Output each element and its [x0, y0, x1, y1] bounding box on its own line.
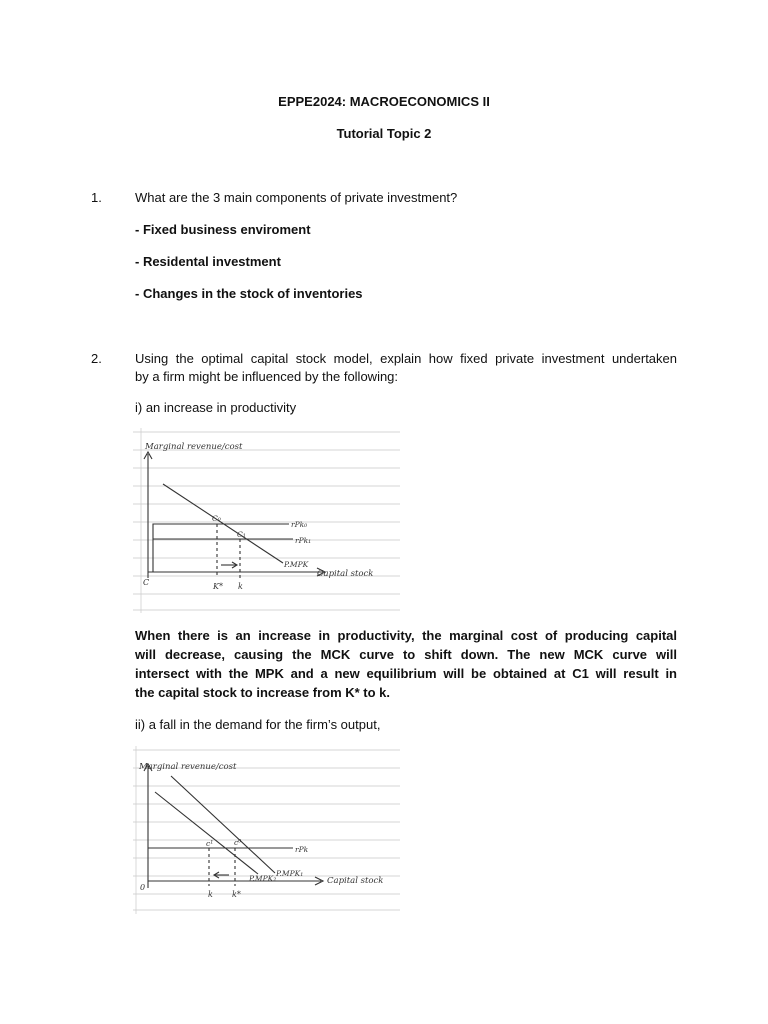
question-2-number: 2. — [91, 351, 102, 366]
answer-line: When there is an increase in productivity, the marginal cost of producing capital — [135, 628, 677, 643]
k-label: k — [238, 582, 243, 591]
point-label-1: C₁ — [237, 530, 246, 539]
x-axis-label: Capital stock — [327, 876, 384, 886]
answer-line: will decrease, causing the MCK curve to shift down. The new MCK curve will — [135, 647, 677, 662]
answer-line: intersect with the MPK and a new equilibrium will be obtained at C1 will result in — [135, 666, 677, 681]
cost-label-1: rPk₁ — [295, 536, 312, 545]
demand-sketch — [133, 746, 400, 914]
question-1-text: What are the 3 main components of private investment? — [135, 190, 458, 205]
y-axis-label: Marginal revenue/cost — [139, 762, 237, 772]
point-label-0: C₀ — [212, 514, 221, 523]
point-label-1: c¹ — [206, 839, 214, 848]
question-2-line: Using the optimal capital stock model, explain how fixed private investment undertaken — [135, 351, 677, 366]
cost-label-0: rPk₀ — [291, 520, 308, 529]
curve-label-1: P.MPK₁ — [276, 869, 304, 878]
part-i-label: i) an increase in productivity — [135, 400, 297, 415]
question-2-line: by a firm might be influenced by the following: — [135, 369, 399, 384]
course-title: EPPE2024: MACROECONOMICS II — [278, 94, 490, 109]
answer-line: the capital stock to increase from K* to k. — [135, 685, 391, 700]
answer-1-item: - Fixed business enviroment — [135, 222, 311, 237]
tutorial-topic: Tutorial Topic 2 — [336, 126, 432, 141]
answer-1-item: - Changes in the stock of inventories — [135, 286, 363, 301]
productivity-sketch — [133, 428, 400, 613]
curve-label: P.MPK — [284, 560, 309, 569]
origin-label: 0 — [140, 883, 146, 892]
part-ii-label: ii) a fall in the demand for the firm’s output, — [135, 717, 381, 732]
question-1-number: 1. — [91, 190, 102, 205]
curve-label-2: P.MPK₂ — [249, 874, 277, 883]
mpk-curve-1 — [171, 776, 275, 873]
point-label-0: c⁰ — [234, 838, 242, 847]
k-star-label: K* — [213, 582, 223, 591]
k-label: k — [208, 890, 213, 899]
k-star-label: k* — [232, 890, 241, 899]
answer-1-item: - Residental investment — [135, 254, 281, 269]
origin-label: C — [143, 578, 150, 587]
cost-label: rPk — [295, 845, 309, 854]
y-axis-label: Marginal revenue/cost — [145, 442, 243, 452]
x-axis-label: Capital stock — [317, 569, 374, 579]
